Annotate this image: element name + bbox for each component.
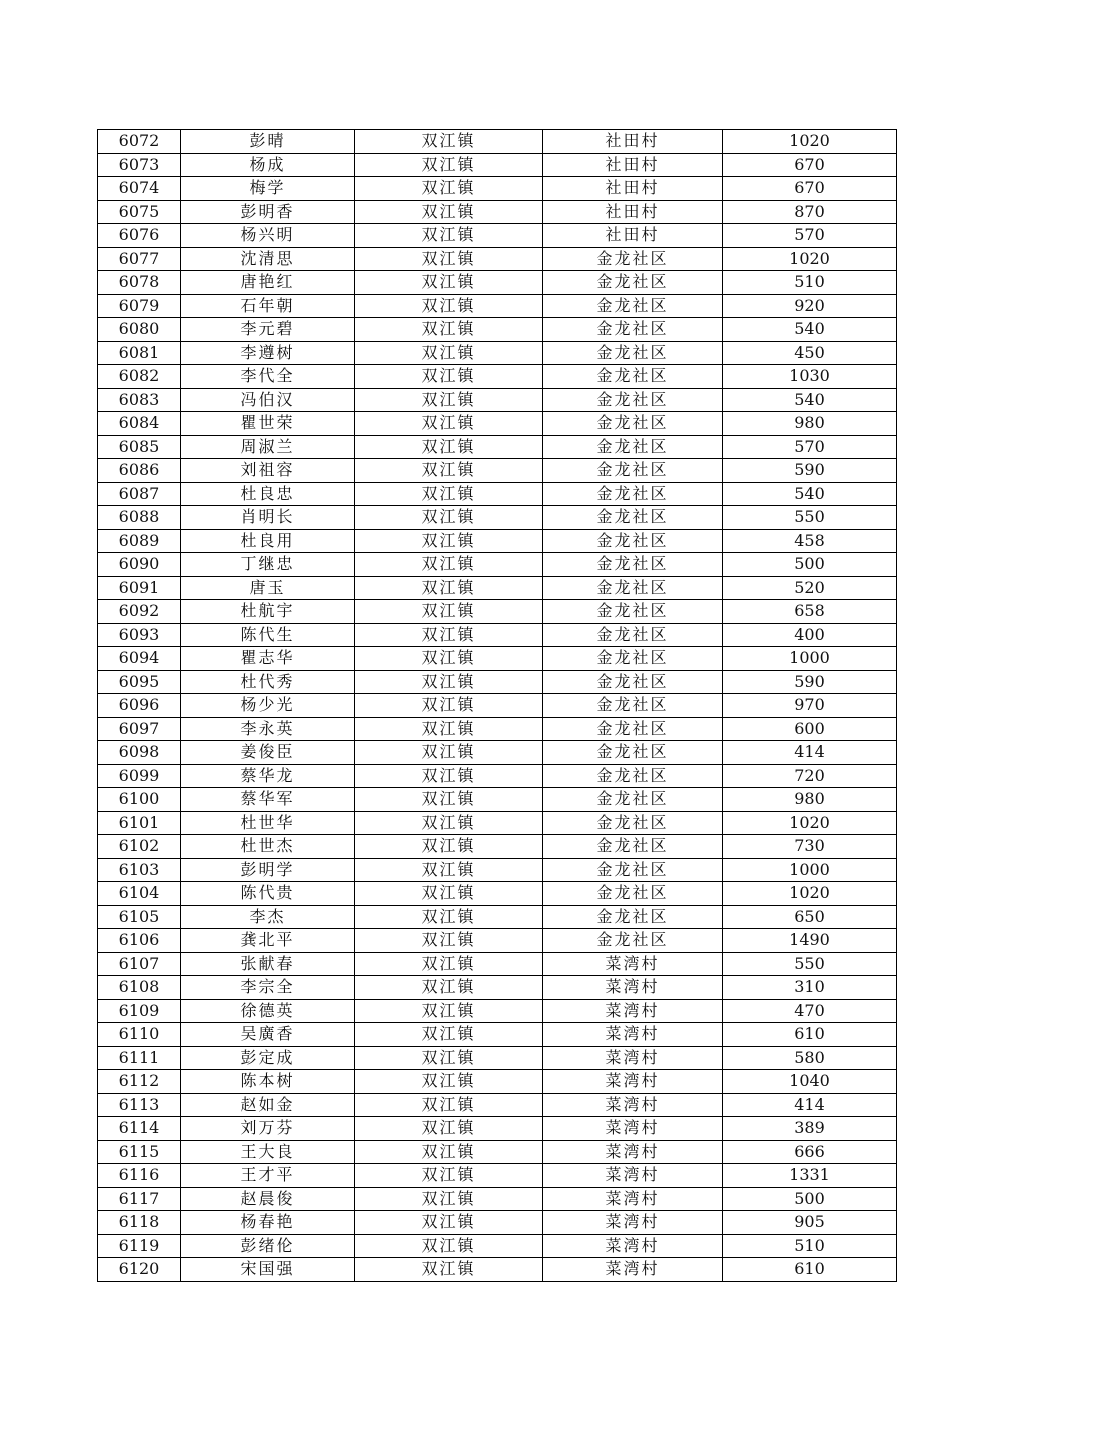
town-cell: 双江镇 — [355, 412, 543, 436]
town-cell: 双江镇 — [355, 835, 543, 859]
town-cell: 双江镇 — [355, 271, 543, 295]
row-number-cell: 6107 — [98, 952, 181, 976]
row-number-cell: 6108 — [98, 976, 181, 1000]
town-cell: 双江镇 — [355, 177, 543, 201]
village-cell: 金龙社区 — [543, 271, 723, 295]
amount-cell: 1000 — [723, 858, 897, 882]
table-row — [98, 153, 897, 177]
town-cell: 双江镇 — [355, 1234, 543, 1258]
village-cell: 金龙社区 — [543, 412, 723, 436]
amount-cell: 450 — [723, 341, 897, 365]
village-cell: 菜湾村 — [543, 1093, 723, 1117]
village-cell: 金龙社区 — [543, 365, 723, 389]
table-row — [98, 482, 897, 506]
row-number-cell: 6091 — [98, 576, 181, 600]
town-cell: 双江镇 — [355, 999, 543, 1023]
table-row — [98, 529, 897, 553]
name-cell: 丁继忠 — [181, 553, 355, 577]
amount-cell: 1040 — [723, 1070, 897, 1094]
table-row — [98, 905, 897, 929]
village-cell: 金龙社区 — [543, 341, 723, 365]
village-cell: 金龙社区 — [543, 788, 723, 812]
table-row — [98, 294, 897, 318]
name-cell: 梅学 — [181, 177, 355, 201]
row-number-cell: 6093 — [98, 623, 181, 647]
table-row — [98, 435, 897, 459]
name-cell: 姜俊臣 — [181, 741, 355, 765]
name-cell: 赵如金 — [181, 1093, 355, 1117]
row-number-cell: 6116 — [98, 1164, 181, 1188]
amount-cell: 666 — [723, 1140, 897, 1164]
town-cell: 双江镇 — [355, 670, 543, 694]
village-cell: 金龙社区 — [543, 318, 723, 342]
amount-cell: 458 — [723, 529, 897, 553]
amount-cell: 540 — [723, 318, 897, 342]
village-cell: 金龙社区 — [543, 670, 723, 694]
amount-cell: 540 — [723, 482, 897, 506]
table-row — [98, 647, 897, 671]
village-cell: 金龙社区 — [543, 435, 723, 459]
row-number-cell: 6072 — [98, 130, 181, 154]
amount-cell: 520 — [723, 576, 897, 600]
name-cell: 沈清思 — [181, 247, 355, 271]
village-cell: 菜湾村 — [543, 952, 723, 976]
name-cell: 杨成 — [181, 153, 355, 177]
row-number-cell: 6084 — [98, 412, 181, 436]
row-number-cell: 6120 — [98, 1258, 181, 1282]
name-cell: 陈本树 — [181, 1070, 355, 1094]
town-cell: 双江镇 — [355, 623, 543, 647]
village-cell: 金龙社区 — [543, 482, 723, 506]
town-cell: 双江镇 — [355, 929, 543, 953]
village-cell: 金龙社区 — [543, 811, 723, 835]
table-row — [98, 999, 897, 1023]
amount-cell: 414 — [723, 741, 897, 765]
row-number-cell: 6078 — [98, 271, 181, 295]
village-cell: 金龙社区 — [543, 459, 723, 483]
table-row — [98, 717, 897, 741]
table-row — [98, 271, 897, 295]
row-number-cell: 6115 — [98, 1140, 181, 1164]
amount-cell: 980 — [723, 788, 897, 812]
row-number-cell: 6094 — [98, 647, 181, 671]
town-cell: 双江镇 — [355, 365, 543, 389]
amount-cell: 905 — [723, 1211, 897, 1235]
town-cell: 双江镇 — [355, 294, 543, 318]
row-number-cell: 6106 — [98, 929, 181, 953]
table-row — [98, 412, 897, 436]
village-cell: 金龙社区 — [543, 717, 723, 741]
table-row — [98, 1258, 897, 1282]
name-cell: 瞿志华 — [181, 647, 355, 671]
amount-cell: 1000 — [723, 647, 897, 671]
table-row — [98, 788, 897, 812]
table-row — [98, 835, 897, 859]
town-cell: 双江镇 — [355, 482, 543, 506]
town-cell: 双江镇 — [355, 952, 543, 976]
amount-cell: 650 — [723, 905, 897, 929]
row-number-cell: 6102 — [98, 835, 181, 859]
table-row — [98, 694, 897, 718]
row-number-cell: 6101 — [98, 811, 181, 835]
amount-cell: 1030 — [723, 365, 897, 389]
town-cell: 双江镇 — [355, 341, 543, 365]
table-row — [98, 1140, 897, 1164]
table-row — [98, 976, 897, 1000]
row-number-cell: 6117 — [98, 1187, 181, 1211]
village-cell: 金龙社区 — [543, 623, 723, 647]
village-cell: 社田村 — [543, 224, 723, 248]
village-cell: 金龙社区 — [543, 247, 723, 271]
name-cell: 彭定成 — [181, 1046, 355, 1070]
amount-cell: 610 — [723, 1023, 897, 1047]
village-cell: 金龙社区 — [543, 694, 723, 718]
row-number-cell: 6110 — [98, 1023, 181, 1047]
town-cell: 双江镇 — [355, 788, 543, 812]
row-number-cell: 6100 — [98, 788, 181, 812]
amount-cell: 500 — [723, 1187, 897, 1211]
table-row — [98, 388, 897, 412]
row-number-cell: 6099 — [98, 764, 181, 788]
village-cell: 社田村 — [543, 200, 723, 224]
amount-cell: 580 — [723, 1046, 897, 1070]
row-number-cell: 6077 — [98, 247, 181, 271]
table-row — [98, 506, 897, 530]
town-cell: 双江镇 — [355, 130, 543, 154]
row-number-cell: 6089 — [98, 529, 181, 553]
amount-cell: 550 — [723, 952, 897, 976]
table-row — [98, 1023, 897, 1047]
row-number-cell: 6103 — [98, 858, 181, 882]
village-cell: 金龙社区 — [543, 553, 723, 577]
amount-cell: 590 — [723, 459, 897, 483]
amount-cell: 610 — [723, 1258, 897, 1282]
row-number-cell: 6085 — [98, 435, 181, 459]
name-cell: 李杰 — [181, 905, 355, 929]
name-cell: 吴廣香 — [181, 1023, 355, 1047]
town-cell: 双江镇 — [355, 459, 543, 483]
amount-cell: 1020 — [723, 247, 897, 271]
town-cell: 双江镇 — [355, 1164, 543, 1188]
amount-cell: 570 — [723, 435, 897, 459]
table-row — [98, 1046, 897, 1070]
table-row — [98, 858, 897, 882]
village-cell: 金龙社区 — [543, 835, 723, 859]
name-cell: 李元碧 — [181, 318, 355, 342]
village-cell: 金龙社区 — [543, 741, 723, 765]
town-cell: 双江镇 — [355, 1117, 543, 1141]
village-cell: 菜湾村 — [543, 999, 723, 1023]
name-cell: 李遵树 — [181, 341, 355, 365]
town-cell: 双江镇 — [355, 224, 543, 248]
name-cell: 彭明香 — [181, 200, 355, 224]
row-number-cell: 6083 — [98, 388, 181, 412]
table-row — [98, 1093, 897, 1117]
table-row — [98, 224, 897, 248]
name-cell: 杜代秀 — [181, 670, 355, 694]
row-number-cell: 6109 — [98, 999, 181, 1023]
row-number-cell: 6081 — [98, 341, 181, 365]
village-cell: 社田村 — [543, 153, 723, 177]
row-number-cell: 6104 — [98, 882, 181, 906]
amount-cell: 730 — [723, 835, 897, 859]
village-cell: 金龙社区 — [543, 647, 723, 671]
amount-cell: 1020 — [723, 811, 897, 835]
town-cell: 双江镇 — [355, 1046, 543, 1070]
name-cell: 王大良 — [181, 1140, 355, 1164]
amount-cell: 540 — [723, 388, 897, 412]
name-cell: 杜良用 — [181, 529, 355, 553]
name-cell: 杜良忠 — [181, 482, 355, 506]
table-row — [98, 177, 897, 201]
row-number-cell: 6105 — [98, 905, 181, 929]
town-cell: 双江镇 — [355, 882, 543, 906]
town-cell: 双江镇 — [355, 1140, 543, 1164]
name-cell: 杜世华 — [181, 811, 355, 835]
village-cell: 菜湾村 — [543, 1164, 723, 1188]
name-cell: 刘祖容 — [181, 459, 355, 483]
table-row — [98, 459, 897, 483]
town-cell: 双江镇 — [355, 600, 543, 624]
village-cell: 金龙社区 — [543, 506, 723, 530]
village-cell: 金龙社区 — [543, 576, 723, 600]
village-cell: 金龙社区 — [543, 294, 723, 318]
row-number-cell: 6073 — [98, 153, 181, 177]
town-cell: 双江镇 — [355, 200, 543, 224]
name-cell: 肖明长 — [181, 506, 355, 530]
table-row — [98, 553, 897, 577]
row-number-cell: 6113 — [98, 1093, 181, 1117]
amount-cell: 510 — [723, 1234, 897, 1258]
village-cell: 社田村 — [543, 130, 723, 154]
town-cell: 双江镇 — [355, 1211, 543, 1235]
village-cell: 金龙社区 — [543, 388, 723, 412]
amount-cell: 414 — [723, 1093, 897, 1117]
town-cell: 双江镇 — [355, 318, 543, 342]
table-row — [98, 670, 897, 694]
row-number-cell: 6076 — [98, 224, 181, 248]
amount-cell: 510 — [723, 271, 897, 295]
row-number-cell: 6080 — [98, 318, 181, 342]
town-cell: 双江镇 — [355, 529, 543, 553]
name-cell: 陈代贵 — [181, 882, 355, 906]
table-row — [98, 600, 897, 624]
row-number-cell: 6086 — [98, 459, 181, 483]
table-row — [98, 741, 897, 765]
village-cell: 菜湾村 — [543, 1070, 723, 1094]
row-number-cell: 6095 — [98, 670, 181, 694]
amount-cell: 870 — [723, 200, 897, 224]
amount-cell: 1331 — [723, 1164, 897, 1188]
table-row — [98, 130, 897, 154]
table-row — [98, 1164, 897, 1188]
amount-cell: 1020 — [723, 130, 897, 154]
table-row — [98, 952, 897, 976]
village-cell: 社田村 — [543, 177, 723, 201]
amount-cell: 570 — [723, 224, 897, 248]
name-cell: 徐德英 — [181, 999, 355, 1023]
name-cell: 杜世杰 — [181, 835, 355, 859]
name-cell: 冯伯汉 — [181, 388, 355, 412]
amount-cell: 500 — [723, 553, 897, 577]
name-cell: 杨兴明 — [181, 224, 355, 248]
name-cell: 周淑兰 — [181, 435, 355, 459]
table-row — [98, 1234, 897, 1258]
row-number-cell: 6075 — [98, 200, 181, 224]
amount-cell: 670 — [723, 153, 897, 177]
table-row — [98, 365, 897, 389]
town-cell: 双江镇 — [355, 811, 543, 835]
row-number-cell: 6114 — [98, 1117, 181, 1141]
row-number-cell: 6097 — [98, 717, 181, 741]
village-cell: 菜湾村 — [543, 1211, 723, 1235]
records-table-body — [98, 130, 897, 1282]
town-cell: 双江镇 — [355, 905, 543, 929]
village-cell: 菜湾村 — [543, 1187, 723, 1211]
village-cell: 金龙社区 — [543, 905, 723, 929]
amount-cell: 310 — [723, 976, 897, 1000]
name-cell: 杨春艳 — [181, 1211, 355, 1235]
town-cell: 双江镇 — [355, 153, 543, 177]
village-cell: 金龙社区 — [543, 929, 723, 953]
table-row — [98, 623, 897, 647]
row-number-cell: 6119 — [98, 1234, 181, 1258]
records-table — [97, 129, 897, 1282]
table-row — [98, 1070, 897, 1094]
name-cell: 彭绪伦 — [181, 1234, 355, 1258]
name-cell: 彭明学 — [181, 858, 355, 882]
table-row — [98, 1187, 897, 1211]
name-cell: 陈代生 — [181, 623, 355, 647]
town-cell: 双江镇 — [355, 435, 543, 459]
row-number-cell: 6079 — [98, 294, 181, 318]
village-cell: 菜湾村 — [543, 976, 723, 1000]
table-row — [98, 764, 897, 788]
village-cell: 菜湾村 — [543, 1234, 723, 1258]
town-cell: 双江镇 — [355, 647, 543, 671]
town-cell: 双江镇 — [355, 976, 543, 1000]
row-number-cell: 6092 — [98, 600, 181, 624]
town-cell: 双江镇 — [355, 1023, 543, 1047]
table-row — [98, 341, 897, 365]
row-number-cell: 6096 — [98, 694, 181, 718]
amount-cell: 970 — [723, 694, 897, 718]
amount-cell: 389 — [723, 1117, 897, 1141]
town-cell: 双江镇 — [355, 1093, 543, 1117]
row-number-cell: 6112 — [98, 1070, 181, 1094]
amount-cell: 470 — [723, 999, 897, 1023]
name-cell: 石年朝 — [181, 294, 355, 318]
name-cell: 赵晨俊 — [181, 1187, 355, 1211]
amount-cell: 980 — [723, 412, 897, 436]
amount-cell: 920 — [723, 294, 897, 318]
table-row — [98, 882, 897, 906]
name-cell: 李永英 — [181, 717, 355, 741]
name-cell: 唐玉 — [181, 576, 355, 600]
name-cell: 蔡华军 — [181, 788, 355, 812]
village-cell: 金龙社区 — [543, 600, 723, 624]
amount-cell: 550 — [723, 506, 897, 530]
name-cell: 蔡华龙 — [181, 764, 355, 788]
village-cell: 金龙社区 — [543, 882, 723, 906]
amount-cell: 658 — [723, 600, 897, 624]
town-cell: 双江镇 — [355, 553, 543, 577]
amount-cell: 720 — [723, 764, 897, 788]
name-cell: 刘万芬 — [181, 1117, 355, 1141]
name-cell: 龚北平 — [181, 929, 355, 953]
town-cell: 双江镇 — [355, 1258, 543, 1282]
row-number-cell: 6118 — [98, 1211, 181, 1235]
town-cell: 双江镇 — [355, 741, 543, 765]
town-cell: 双江镇 — [355, 388, 543, 412]
town-cell: 双江镇 — [355, 506, 543, 530]
amount-cell: 590 — [723, 670, 897, 694]
name-cell: 彭晴 — [181, 130, 355, 154]
village-cell: 金龙社区 — [543, 764, 723, 788]
name-cell: 唐艳红 — [181, 271, 355, 295]
town-cell: 双江镇 — [355, 1187, 543, 1211]
row-number-cell: 6087 — [98, 482, 181, 506]
table-row — [98, 576, 897, 600]
village-cell: 菜湾村 — [543, 1117, 723, 1141]
name-cell: 李宗全 — [181, 976, 355, 1000]
town-cell: 双江镇 — [355, 576, 543, 600]
village-cell: 菜湾村 — [543, 1023, 723, 1047]
village-cell: 菜湾村 — [543, 1258, 723, 1282]
row-number-cell: 6088 — [98, 506, 181, 530]
row-number-cell: 6098 — [98, 741, 181, 765]
amount-cell: 1490 — [723, 929, 897, 953]
table-row — [98, 200, 897, 224]
name-cell: 瞿世荣 — [181, 412, 355, 436]
town-cell: 双江镇 — [355, 764, 543, 788]
amount-cell: 400 — [723, 623, 897, 647]
village-cell: 菜湾村 — [543, 1046, 723, 1070]
name-cell: 李代全 — [181, 365, 355, 389]
town-cell: 双江镇 — [355, 694, 543, 718]
table-row — [98, 1117, 897, 1141]
amount-cell: 670 — [723, 177, 897, 201]
table-row — [98, 318, 897, 342]
row-number-cell: 6082 — [98, 365, 181, 389]
town-cell: 双江镇 — [355, 247, 543, 271]
table-row — [98, 247, 897, 271]
amount-cell: 1020 — [723, 882, 897, 906]
town-cell: 双江镇 — [355, 717, 543, 741]
village-cell: 金龙社区 — [543, 858, 723, 882]
village-cell: 菜湾村 — [543, 1140, 723, 1164]
table-row — [98, 1211, 897, 1235]
name-cell: 张献春 — [181, 952, 355, 976]
village-cell: 金龙社区 — [543, 529, 723, 553]
name-cell: 杜航宇 — [181, 600, 355, 624]
row-number-cell: 6074 — [98, 177, 181, 201]
name-cell: 杨少光 — [181, 694, 355, 718]
row-number-cell: 6111 — [98, 1046, 181, 1070]
row-number-cell: 6090 — [98, 553, 181, 577]
town-cell: 双江镇 — [355, 1070, 543, 1094]
table-row — [98, 929, 897, 953]
amount-cell: 600 — [723, 717, 897, 741]
name-cell: 宋国强 — [181, 1258, 355, 1282]
name-cell: 王才平 — [181, 1164, 355, 1188]
town-cell: 双江镇 — [355, 858, 543, 882]
table-row — [98, 811, 897, 835]
